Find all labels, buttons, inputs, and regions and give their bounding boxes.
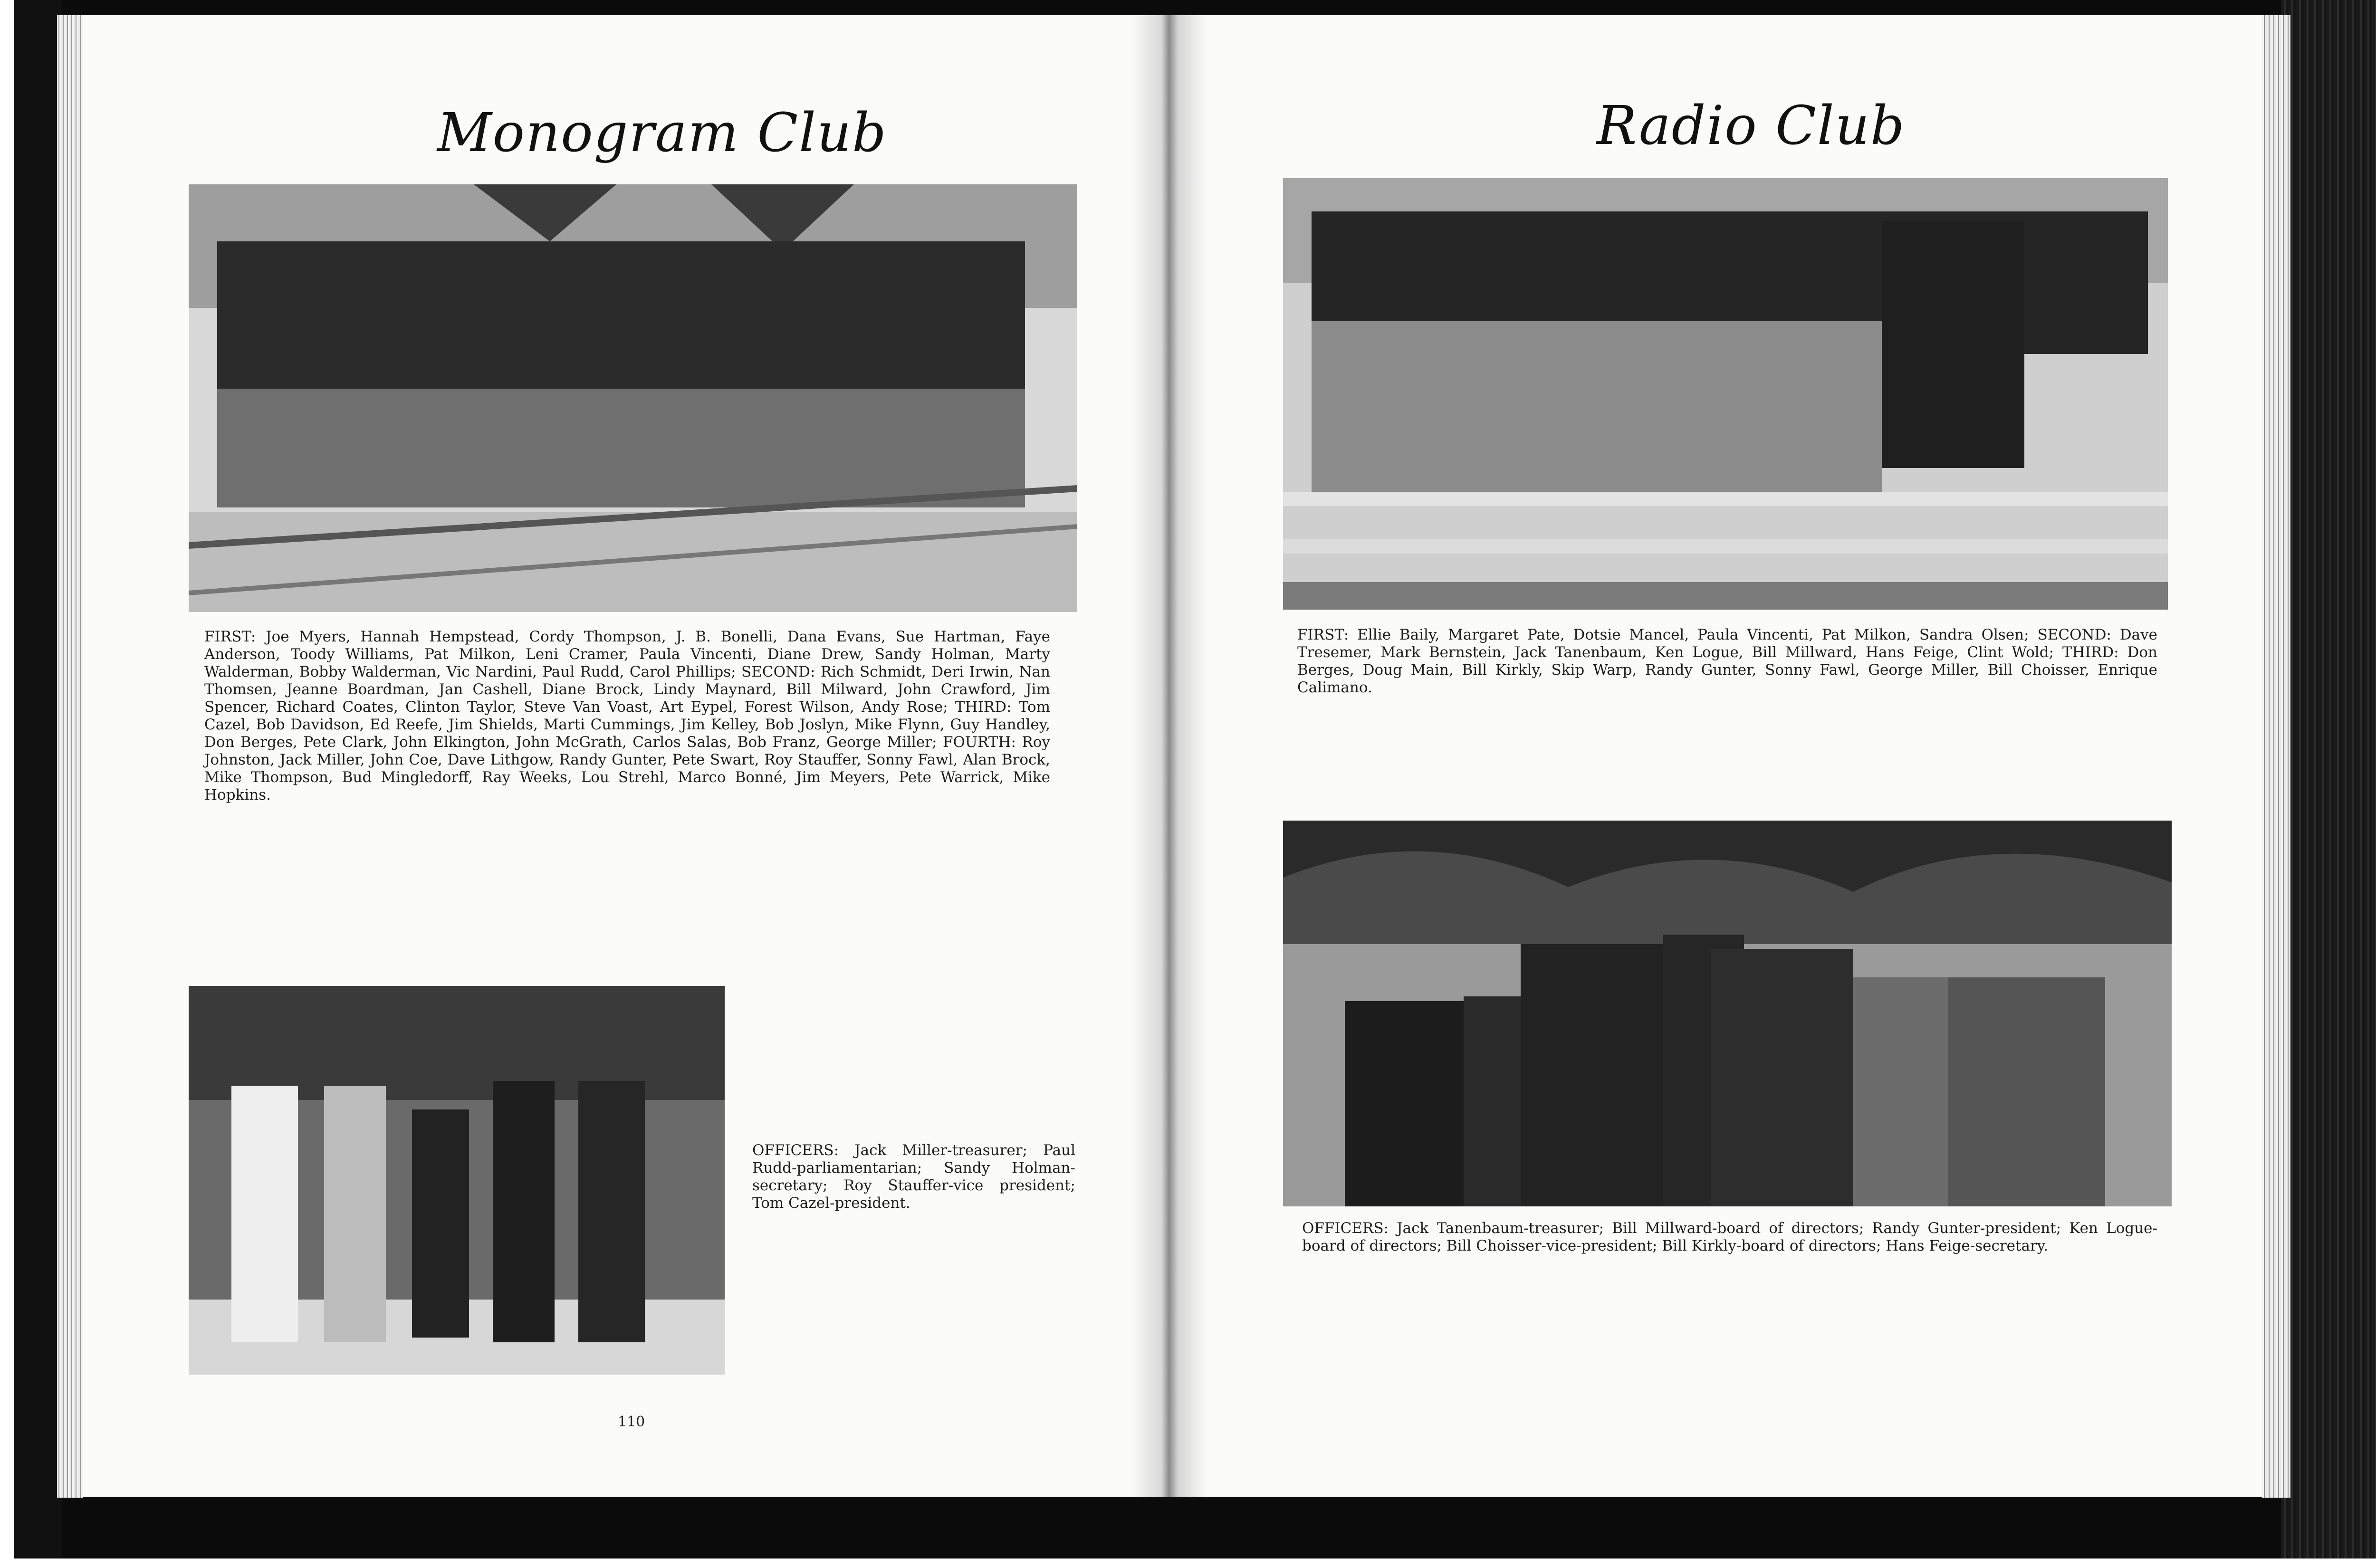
monogram-club-officers-caption: OFFICERS: Jack Miller-treasurer; Paul Rudd-parliamentarian; Sandy Holman-secretary; Roy Stauffer-vice president; Tom Cazel-president. <box>752 1142 1075 1212</box>
monogram-club-title: Monogram Club <box>437 102 887 164</box>
book-gutter <box>1131 15 1207 1497</box>
monogram-club-group-caption: FIRST: Joe Myers, Hannah Hempstead, Cordy Thompson, J. B. Bonelli, Dana Evans, Sue Hartman, Faye Anderson, Toody Williams, Pat Milkon, Leni Cramer, Paula Vincenti, Diane Drew, Sandy Holman, Marty Walderman, Bobby Walderman, Vic Nardini, Paul Rudd, Carol Phillips; SECOND: Rich Schmidt, Deri Irwin, Nan Thomsen, Jeanne Boardman, Jan Cashell, Diane Brock, Lindy Maynard, Bill Milward, John Crawford, Jim Spencer, Richard Coates, Clinton Taylor, Steve Van Voast, Art Eypel, Forest Wilson, Andy Rose; THIRD: Tom Cazel, Bob Davidson, Ed Reefe, Jim Shields, Marti Cummings, Jim Kelley, Bob Joslyn, Mike Flynn, Guy Handley, Don Berges, Pete Clark, John Elkington, John McGrath, Carlos Salas, Bob Franz, George Miller; FOURTH: Roy Johnston, Jack Miller, John Coe, Dave Lithgow, Randy Gunter, Pete Swart, Roy Stauffer, Sonny Fawl, Alan Brock, Mike Thompson, Bud Mingledorff, Ray Weeks, Lou Strehl, Marco Bonné, Jim Meyers, Pete Warrick, Mike Hopkins. <box>204 628 1050 803</box>
radio-club-title: Radio Club <box>1597 95 1906 157</box>
radio-club-group-caption: FIRST: Ellie Baily, Margaret Pate, Dotsie Mancel, Paula Vincenti, Pat Milkon, Sandra Olsen; SECOND: Dave Tresemer, Mark Bernstein, Jack Tanenbaum, Ken Logue, Bill Millward, Hans Feige, Clint Wold; THIRD: Don Berges, Doug Main, Bill Kirkly, Skip Warp, Randy Gunter, Sonny Fawl, George Miller, Bill Choisser, Enrique Calimano. <box>1297 626 2157 696</box>
page-edges-left <box>57 15 83 1498</box>
monogram-officers-photo-image <box>189 986 725 1375</box>
monogram-club-group-photo <box>189 184 1077 612</box>
book-frame-top <box>14 0 2376 15</box>
page-number: 110 <box>618 1414 645 1430</box>
radio-group-photo-image <box>1283 178 2168 610</box>
radio-club-group-photo <box>1283 178 2168 610</box>
book-frame-bottom <box>14 1497 2376 1558</box>
radio-club-officers-photo <box>1283 821 2172 1206</box>
radio-club-officers-caption: OFFICERS: Jack Tanenbaum-treasurer; Bill Millward-board of directors; Randy Gunter-president; Ken Logue-board of directors; Bill Choisser-vice-president; Bill Kirkly-board of directors; Hans Feige-secretary. <box>1302 1220 2157 1254</box>
monogram-club-officers-photo <box>189 986 725 1375</box>
book-cover-right <box>2281 0 2376 1558</box>
book-frame-left <box>14 0 62 1558</box>
radio-officers-photo-image <box>1283 821 2172 1206</box>
page-edges-right <box>2262 15 2290 1498</box>
monogram-group-photo-image <box>189 184 1077 612</box>
